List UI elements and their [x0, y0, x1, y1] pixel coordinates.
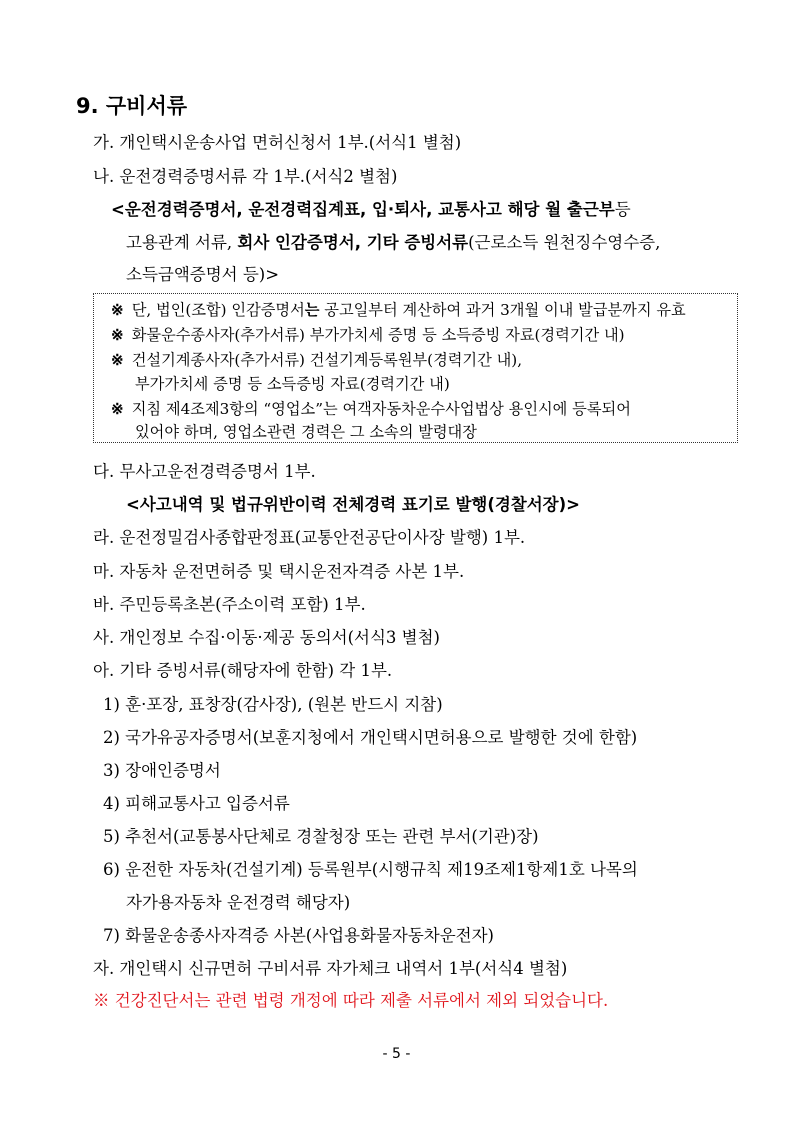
item-na-sub2-bold: 회사 인감증명서, 기타 증빙서류	[237, 233, 469, 252]
item-a-4: 4) 피해교통사고 입증서류	[103, 794, 290, 813]
note-mark: ※	[111, 301, 124, 319]
item-a-2: 2) 국가유공자증명서(보훈지청에서 개인택시면허용으로 발행한 것에 한함)	[103, 728, 638, 747]
item-a-7: 7) 화물운송종사자격증 사본(사업용화물자동차운전자)	[103, 926, 494, 945]
health-certificate-notice: ※ 건강진단서는 관련 법령 개정에 따라 제출 서류에서 제외 되었습니다.	[93, 991, 609, 1010]
item-ba: 바. 주민등록초본(주소이력 포함) 1부.	[93, 595, 366, 614]
item-na-sub1-rest: 등	[614, 200, 631, 219]
note-2-text: 화물운수종사자(추가서류) 부가가치세 증명 등 소득증빙 자료(경력기간 내)	[131, 326, 625, 344]
note-3	[111, 350, 522, 370]
note-mark: ※	[111, 400, 124, 418]
item-ma: 마. 자동차 운전면허증 및 택시운전자격증 사본 1부.	[93, 562, 465, 581]
item-sa: 사. 개인정보 수집·이동·제공 동의서(서식3 별첨)	[93, 628, 440, 647]
item-a-1: 1) 훈·포장, 표창장(감사장), (원본 반드시 지참)	[103, 695, 443, 714]
note-3-text: 건설기계종사자(추가서류) 건설기계등록원부(경력기간 내),	[131, 351, 523, 369]
item-a-3: 3) 장애인증명서	[103, 761, 221, 780]
note-2	[111, 325, 625, 345]
note-1-b: 는	[304, 301, 320, 319]
item-a: 아. 기타 증빙서류(해당자에 한함) 각 1부.	[93, 661, 393, 680]
note-4-cont: 있어야 하며, 영업소관련 경력은 그 소속의 발령대장	[135, 423, 477, 441]
item-a-6: 6) 운전한 자동차(건설기계) 등록원부(시행규칙 제19조제1항제1호 나목의	[103, 860, 638, 879]
item-na: 나. 운전경력증명서류 각 1부.(서식2 별첨)	[93, 167, 398, 186]
note-1-a: 단, 법인(조합) 인감증명서	[131, 301, 305, 319]
item-ga: 가. 개인택시운송사업 면허신청서 1부.(서식1 별첨)	[93, 133, 462, 152]
item-na-sub3: 소득금액증명서 등)>	[126, 265, 280, 284]
item-na-sub1	[111, 199, 631, 221]
item-na-sub2	[126, 232, 660, 254]
item-ra: 라. 운전정밀검사종합판정표(교통안전공단이사장 발행) 1부.	[93, 528, 526, 547]
page-number: - 5 -	[382, 1046, 411, 1062]
note-3-cont: 부가가치세 증명 등 소득증빙 자료(경력기간 내)	[135, 375, 450, 393]
item-a-5: 5) 추천서(교통봉사단체로 경찰청장 또는 관련 부서(기관)장)	[103, 827, 539, 846]
section-title: 9. 구비서류	[76, 94, 188, 118]
note-4	[111, 399, 631, 419]
item-ja: 자. 개인택시 신규면허 구비서류 자가체크 내역서 1부(서식4 별첨)	[93, 959, 568, 978]
note-4-text: 지침 제4조제3항의 “영업소”는 여객자동차운수사업법상 용인시에 등록되어	[131, 400, 631, 418]
item-na-sub2-a: 고용관계 서류,	[126, 233, 238, 252]
note-1-c: 공고일부터 계산하여 과거 3개월 이내 발급분까지 유효	[319, 301, 686, 319]
item-a-6-cont: 자가용자동차 운전경력 해당자)	[126, 893, 351, 912]
note-mark: ※	[111, 351, 124, 369]
note-mark: ※	[111, 326, 124, 344]
note-1	[111, 300, 686, 320]
item-da-sub: <사고내역 및 법규위반이력 전체경력 표기로 발행(경찰서장)>	[126, 495, 580, 514]
item-na-sub2-c: (근로소득 원천징수영수증,	[468, 233, 661, 252]
item-na-sub1-bold: <운전경력증명서, 운전경력집계표, 입·퇴사, 교통사고 해당 월 출근부	[111, 200, 615, 219]
item-da: 다. 무사고운전경력증명서 1부.	[93, 462, 316, 481]
